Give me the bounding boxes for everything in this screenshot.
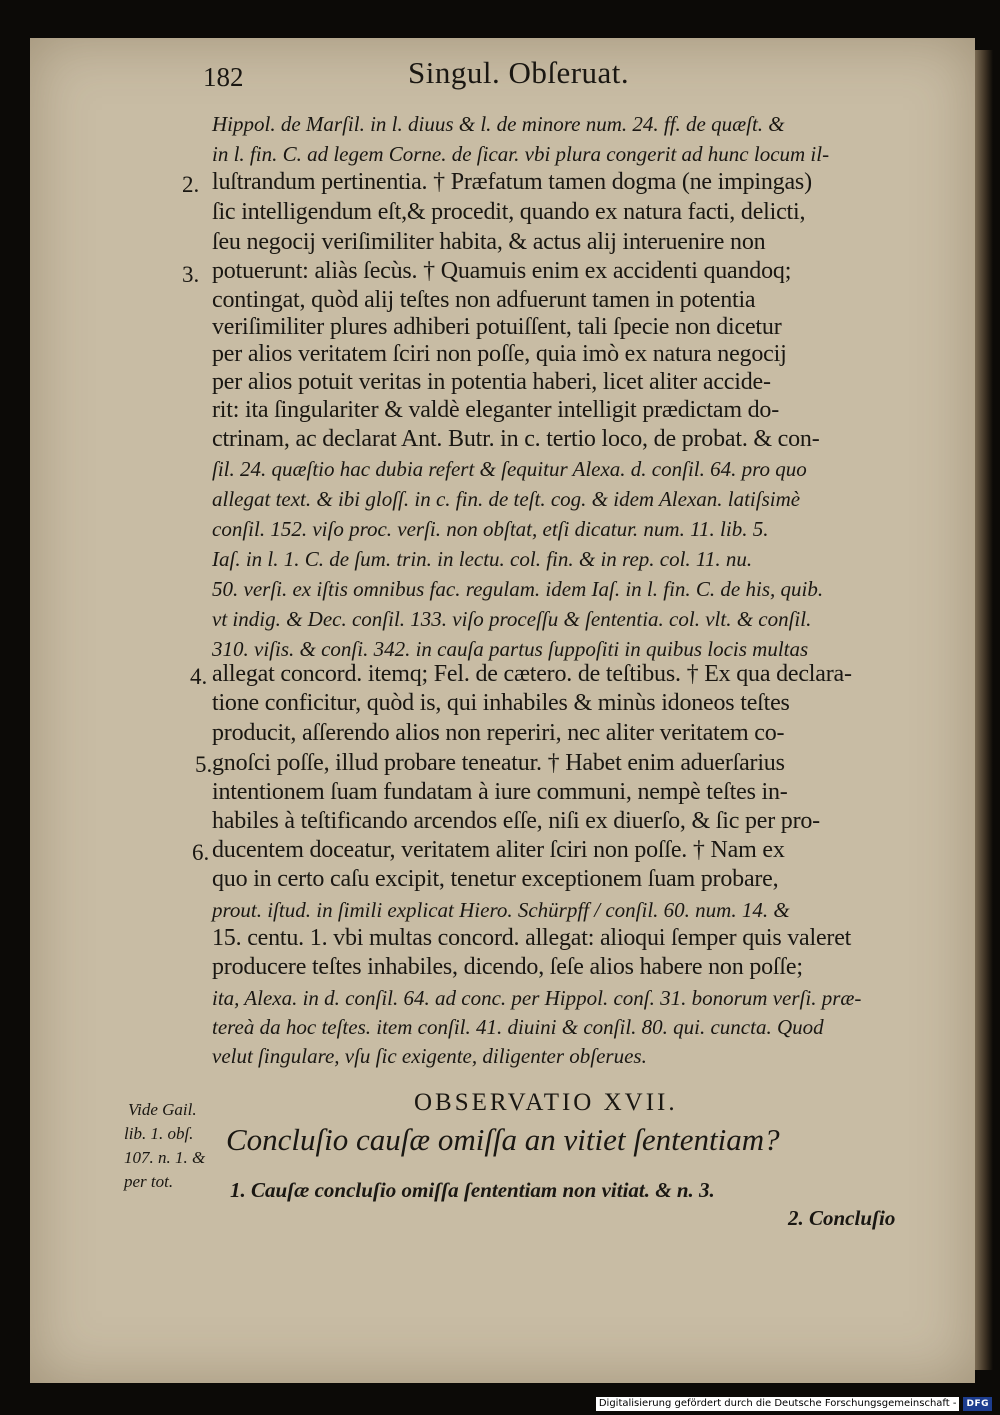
text-line: allegat concord. itemq; Fel. de cætero. de teſtibus. † Ex qua declara- [212, 661, 852, 687]
text-line: ſil. 24. quæſtio hac dubia refert & ſequitur Alexa. d. conſil. 64. pro quo [212, 457, 807, 481]
text-line: tione conficitur, quòd is, qui inhabiles & minùs idoneos teſtes [212, 690, 790, 716]
margin-number: 2. [182, 172, 200, 197]
observatio-question: Concluſio cauſæ omiſſa an vitiet ſententiam? [226, 1122, 780, 1157]
text-line: in l. fin. C. ad legem Corne. de ſicar. vbi plura congerit ad hunc locum il- [212, 142, 830, 166]
text-line: veriſimiliter plures adhiberi potuiſſent, tali ſpecie non dicetur [212, 314, 782, 340]
margin-number: 3. [182, 262, 200, 287]
text-line: producere teſtes inhabiles, dicendo, ſeſe alios habere non poſſe; [212, 954, 803, 980]
margin-number: 4. [190, 664, 208, 689]
summary-line: 1. Cauſæ concluſio omiſſa ſententiam non vitiat. & n. 3. [230, 1178, 715, 1202]
text-line: ita, Alexa. in d. conſil. 64. ad conc. per Hippol. conſ. 31. bonorum verſi. præ- [212, 986, 862, 1010]
page-edge [975, 50, 993, 1370]
catchword: 2. Concluſio [788, 1206, 896, 1230]
text-line: conſil. 152. viſo proc. verſi. non obſtat, etſi dicatur. num. 11. lib. 5. [212, 517, 769, 541]
text-line: per alios veritatem ſciri non poſſe, quia imò ex natura negocij [212, 341, 787, 367]
text-line: quo in certo caſu excipit, tenetur exceptionem ſuam probare, [212, 866, 779, 892]
text-line: 310. viſis. & conſi. 342. in cauſa partus ſuppoſiti in quibus locis multas [212, 637, 809, 661]
running-head: Singul. Obſeruat. [408, 55, 630, 90]
text-line: Iaſ. in l. 1. C. de ſum. trin. in lectu. col. fin. & in rep. col. 11. nu. [212, 547, 753, 571]
text-line: potuerunt: aliàs ſecùs. † Quamuis enim ex accidenti quandoq; [212, 258, 792, 284]
dfg-logo-icon: DFG [963, 1397, 992, 1411]
side-note-line: 107. n. 1. & [124, 1148, 206, 1167]
margin-number: 6. [192, 840, 210, 865]
side-note-line: Vide Gail. [128, 1100, 197, 1119]
page-number: 182 [203, 62, 244, 92]
text-line: ſeu negocij veriſimiliter habita, & actus alij interuenire non [212, 229, 766, 255]
text-line: vt indig. & Dec. conſil. 133. viſo proceſſu & ſententia. col. vlt. & conſil. [212, 607, 812, 631]
text-line: habiles à teſtificando arcendos eſſe, niſi ex diuerſo, & ſic per pro- [212, 808, 820, 834]
text-line: prout. iſtud. in ſimili explicat Hiero. Schürpff / conſil. 60. num. 14. & [212, 898, 790, 922]
text-line: velut ſingulare, vſu ſic exigente, diligenter obſerues. [212, 1044, 647, 1068]
text-line: ſic intelligendum eſt,& procedit, quando ex natura facti, delicti, [212, 199, 806, 225]
side-note-line: lib. 1. obſ. [124, 1124, 194, 1143]
text-line: rit: ita ſingulariter & valdè eleganter intelligit prædictam do- [212, 397, 780, 423]
text-line: ducentem doceatur, veritatem aliter ſciri non poſſe. † Nam ex [212, 837, 785, 863]
text-line: tereà da hoc teſtes. item conſil. 41. diuini & conſil. 80. qui. cuncta. Quod [212, 1015, 824, 1039]
text-line: 50. verſi. ex iſtis omnibus fac. regulam. idem Iaſ. in l. fin. C. de his, quib. [212, 577, 824, 601]
text-line: producit, aſſerendo alios non reperiri, nec aliter veritatem co- [212, 720, 785, 746]
text-line: luſtrandum pertinentia. † Præfatum tamen dogma (ne impingas) [212, 169, 812, 195]
text-line: ctrinam, ac declarat Ant. Butr. in c. tertio loco, de probat. & con- [212, 426, 820, 452]
footer-credit: Digitalisierung gefördert durch die Deutsche Forschungsgemeinschaft - [596, 1397, 960, 1411]
text-line: intentionem ſuam fundatam à iure communi, nempè teſtes in- [212, 779, 788, 805]
footer [596, 1396, 992, 1411]
text-line: 15. centu. 1. vbi multas concord. allegat: alioqui ſemper quis valeret [212, 925, 852, 951]
margin-number: 5. [195, 752, 213, 777]
side-note-line: per tot. [124, 1172, 174, 1191]
observatio-heading: OBSERVATIO XVII. [414, 1089, 678, 1116]
text-line: contingat, quòd alij teſtes non adfuerunt tamen in potentia [212, 287, 756, 313]
text-line: Hippol. de Marſil. in l. diuus & l. de minore num. 24. ff. de quæſt. & [212, 112, 785, 136]
text-line: gnoſci poſſe, illud probare teneatur. † Habet enim aduerſarius [212, 750, 785, 776]
text-line: per alios potuit veritas in potentia haberi, licet aliter accide- [212, 369, 771, 395]
text-line: allegat text. & ibi gloſſ. in c. fin. de teſt. cog. & idem Alexan. latiſsimè [212, 487, 801, 511]
